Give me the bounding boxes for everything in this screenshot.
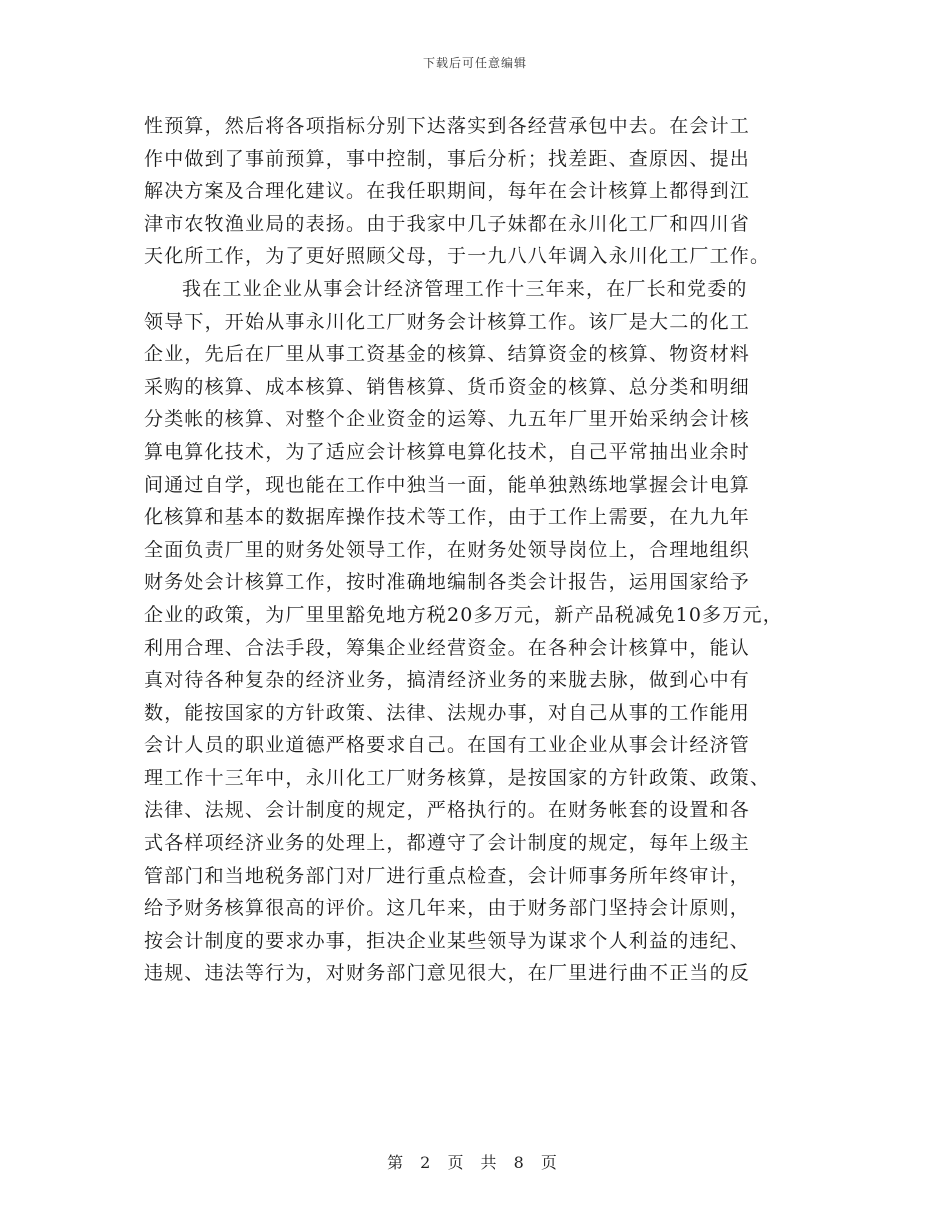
text-line: 分类帐的核算、对整个企业资金的运筹、九五年厂里开始采纳会计核	[144, 408, 751, 431]
paragraph-first-line: 我在工业企业从事会计经济管理工作十三年来，在厂长和党委的	[182, 277, 748, 300]
text-line: 真对待各种复杂的经济业务，搞清经济业务的来胧去脉，做到心中有	[144, 669, 751, 692]
text-line: 式各样项经济业务的处理上，都遵守了会计制度的规定，每年上级主	[144, 832, 751, 855]
text-line: 会计人员的职业道德严格要求自己。在国有工业企业从事会计经济管	[144, 734, 751, 757]
text-line: 津市农牧渔业局的表扬。由于我家中几子妹都在永川化工厂和四川省	[144, 212, 751, 235]
text-line: 间通过自学，现也能在工作中独当一面，能单独熟练地掌握会计电算	[144, 473, 751, 496]
text-line: 化核算和基本的数据库操作技术等工作，由于工作上需要，在九九年	[144, 506, 751, 529]
text-line: 作中做到了事前预算，事中控制，事后分析；找差距、查原因、提出	[144, 147, 751, 170]
text-line: 财务处会计核算工作，按时准确地编制各类会计报告，运用国家给予	[144, 571, 751, 594]
page-number-footer: 第 2 页 共 8 页	[387, 1153, 563, 1172]
text-line: 给予财务核算很高的评价。这几年来，由于财务部门坚持会计原则，	[144, 897, 751, 920]
document-body	[144, 110, 844, 990]
text-line: 数，能按国家的方针政策、法律、法规办事，对自己从事的工作能用	[144, 701, 751, 724]
text-line: 领导下，开始从事永川化工厂财务会计核算工作。该厂是大二的化工	[144, 310, 751, 333]
text-line: 天化所工作，为了更好照顾父母，于一九八八年调入永川化工厂工作。	[144, 245, 771, 268]
text-line: 全面负责厂里的财务处领导工作，在财务处领导岗位上，合理地组织	[144, 538, 751, 561]
text-line: 法律、法规、会计制度的规定，严格执行的。在财务帐套的设置和各	[144, 799, 751, 822]
text-line: 按会计制度的要求办事，拒决企业某些领导为谋求个人利益的违纪、	[144, 929, 751, 952]
text-line: 采购的核算、成本核算、销售核算、货币资金的核算、总分类和明细	[144, 375, 751, 398]
text-line: 违规、违法等行为，对财务部门意见很大，在厂里进行曲不正当的反	[144, 962, 751, 985]
text-line: 性预算，然后将各项指标分别下达落实到各经营承包中去。在会计工	[144, 115, 751, 137]
text-line: 理工作十三年中，永川化工厂财务核算，是按国家的方针政策、政策、	[144, 766, 771, 789]
text-line: 企业，先后在厂里从事工资基金的核算、结算资金的核算、物资材料	[144, 343, 751, 366]
text-line: 算电算化技术，为了适应会计核算电算化技术，自己平常抽出业余时	[144, 440, 751, 463]
text-line: 解决方案及合理化建议。在我任职期间，每年在会计核算上都得到江	[144, 180, 751, 203]
text-line: 企业的政策，为厂里里豁免地方税20多万元，新产品税减免10多万元，	[144, 603, 783, 626]
text-line: 利用合理、合法手段，筹集企业经营资金。在各种会计核算中，能认	[144, 636, 751, 659]
page-header: 下载后可任意编辑	[422, 56, 527, 70]
text-line: 管部门和当地税务部门对厂进行重点检查，会计师事务所年终审计，	[144, 864, 751, 887]
